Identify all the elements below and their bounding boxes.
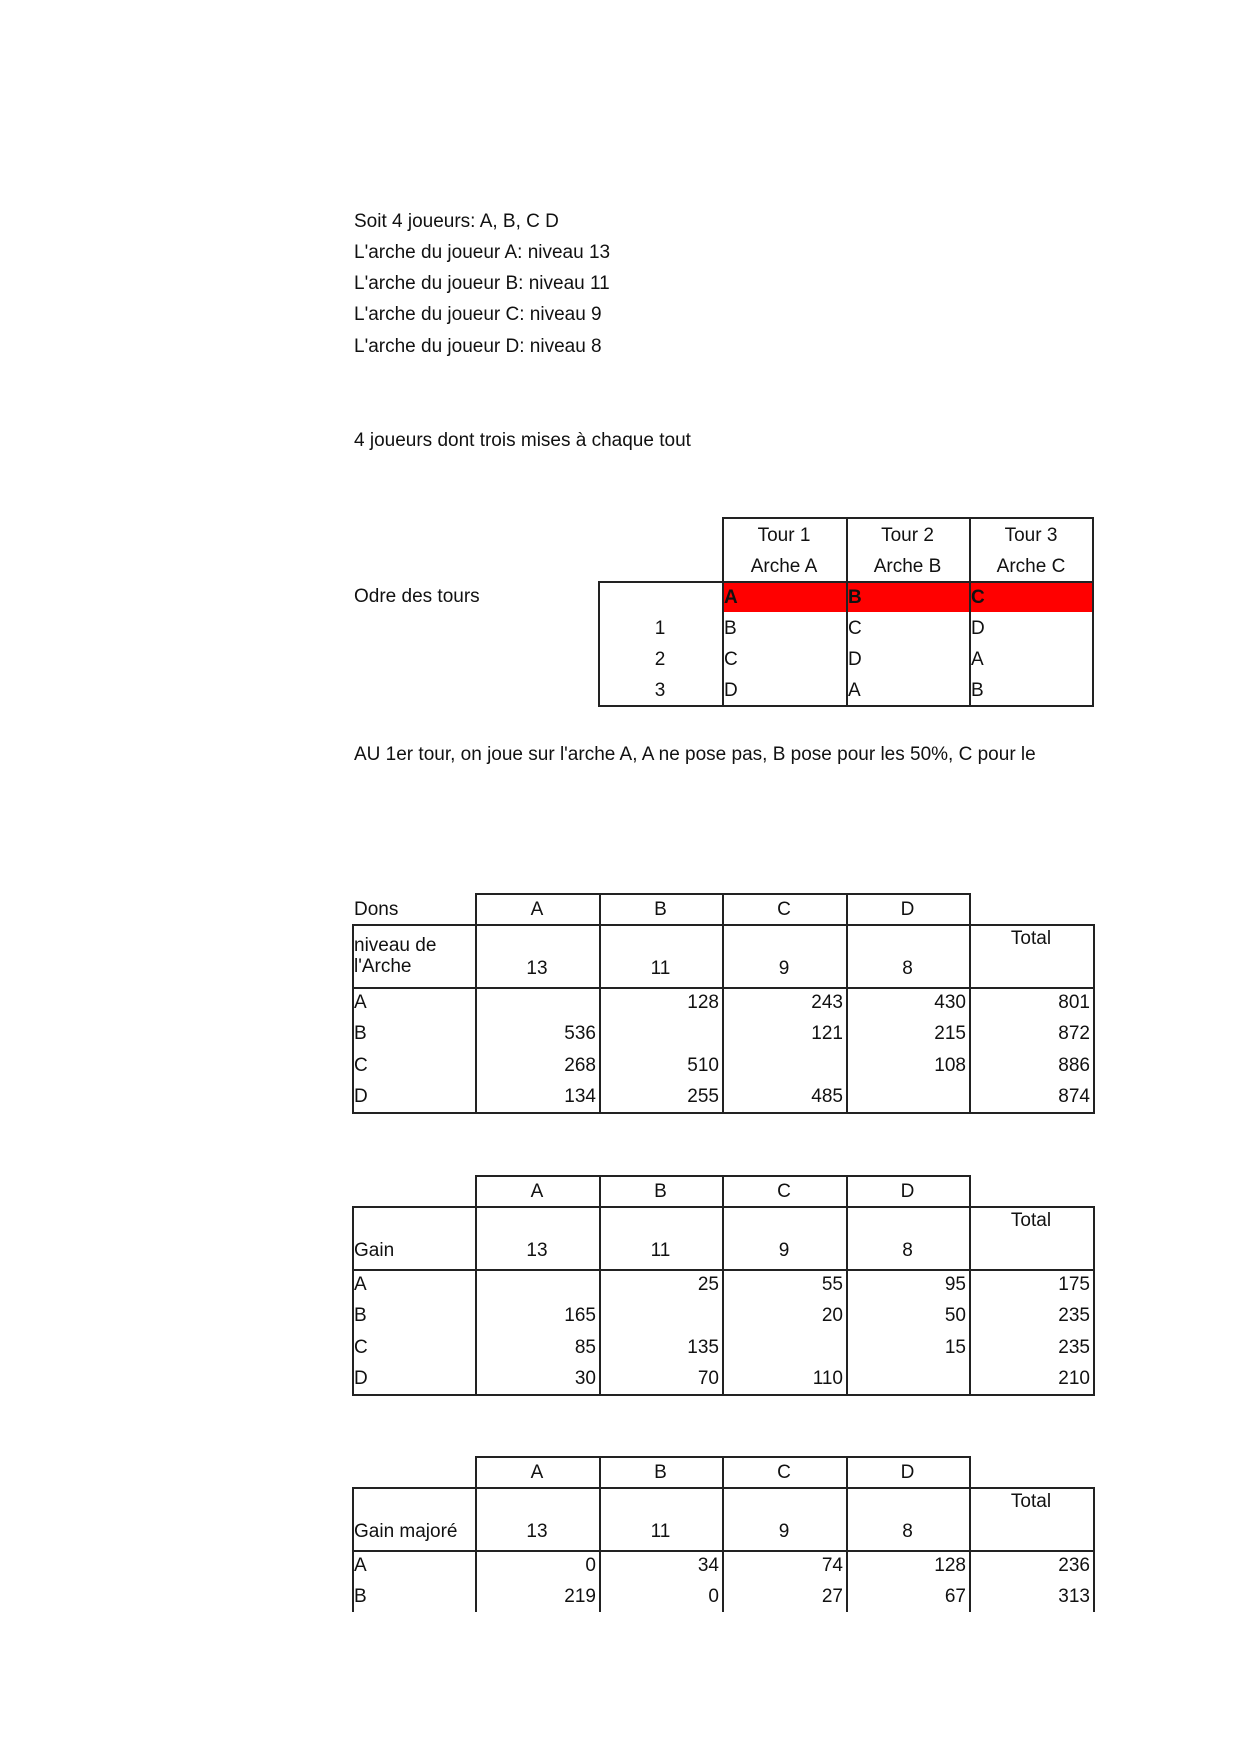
tour-cell: D [724, 680, 738, 701]
total-cell: 210 [1058, 1367, 1090, 1389]
intro-line: Soit 4 joueurs: A, B, C D [354, 211, 559, 232]
row-number: 3 [654, 680, 666, 701]
column-header: C [777, 1181, 791, 1202]
tour-cell: D [971, 618, 985, 639]
total-header: Total [1010, 1491, 1052, 1512]
table-cell: 67 [944, 1586, 966, 1608]
table-cell: 15 [944, 1336, 966, 1358]
total-cell: 236 [1058, 1555, 1090, 1576]
table-cell: 70 [697, 1367, 719, 1389]
row-label: A [354, 992, 367, 1013]
border [722, 517, 1094, 519]
column-header: D [900, 1462, 915, 1483]
level-value: 13 [526, 1521, 548, 1542]
arche-header: Arche B [873, 556, 942, 577]
border [599, 1175, 601, 1396]
border [969, 517, 971, 707]
table-cell: 55 [821, 1274, 843, 1295]
tour-header: Tour 3 [1004, 525, 1058, 546]
border [599, 1456, 601, 1612]
column-header: D [900, 1181, 915, 1202]
border [475, 1456, 477, 1612]
table-cell: 215 [934, 1023, 966, 1045]
row-number: 2 [654, 649, 666, 670]
column-header: B [654, 899, 667, 920]
table-cell: 121 [811, 1023, 843, 1045]
border [352, 1487, 354, 1612]
total-cell: 313 [1058, 1586, 1090, 1608]
table-cell: 50 [944, 1305, 966, 1327]
level-value: 9 [778, 1521, 790, 1542]
border [1093, 1206, 1095, 1396]
table-cell: 268 [564, 1054, 596, 1076]
tour-header: Tour 2 [881, 525, 934, 546]
column-header: C [777, 1462, 791, 1483]
column-header: C [777, 899, 791, 920]
border [969, 893, 971, 1114]
table-cell: 34 [697, 1555, 719, 1576]
border [722, 1175, 724, 1396]
total-cell: 886 [1058, 1054, 1090, 1076]
table-cell: 430 [934, 992, 966, 1013]
border [352, 1206, 354, 1394]
border [1093, 1487, 1095, 1612]
table-cell: 128 [934, 1555, 966, 1576]
row-header: niveau de l'Arche [354, 935, 437, 977]
table-cell: 25 [697, 1274, 719, 1295]
total-cell: 235 [1058, 1336, 1090, 1358]
border [722, 517, 724, 707]
table-cell: 108 [934, 1054, 966, 1076]
arche-header: Arche C [996, 556, 1066, 577]
row-label: D [354, 1367, 368, 1389]
table-cell: 165 [564, 1305, 596, 1327]
total-header: Total [1010, 1210, 1052, 1231]
subtitle: 4 joueurs dont trois mises à chaque tout [354, 430, 691, 451]
intro-line: L'arche du joueur C: niveau 9 [354, 304, 602, 325]
row-label: C [354, 1336, 368, 1358]
border [722, 1456, 724, 1612]
row-label: C [354, 1054, 368, 1076]
table-cell: 485 [811, 1085, 843, 1107]
table-cell: 20 [821, 1305, 843, 1327]
tour-cell: D [848, 649, 862, 670]
tour-cell: A [971, 649, 984, 670]
total-cell: 801 [1058, 992, 1090, 1013]
total-header: Total [1010, 928, 1052, 949]
border [846, 1456, 848, 1612]
tour-cell: C [724, 649, 738, 670]
border [969, 1456, 971, 1612]
level-value: 11 [650, 1240, 671, 1261]
tour-cell: C [848, 618, 862, 639]
table-cell: 85 [574, 1336, 596, 1358]
border [722, 893, 724, 1114]
table-cell: 27 [821, 1586, 843, 1608]
total-cell: 175 [1058, 1274, 1090, 1295]
border [598, 581, 600, 707]
row-label: B [354, 1023, 367, 1045]
intro-line: L'arche du joueur A: niveau 13 [354, 242, 611, 263]
border [846, 893, 848, 1114]
border [352, 924, 354, 1112]
row-label: B [354, 1305, 367, 1327]
table-cell: 134 [564, 1085, 596, 1107]
total-cell: 872 [1058, 1023, 1090, 1045]
tour-header: Tour 1 [757, 525, 811, 546]
row-label: A [354, 1274, 367, 1295]
row-header: Gain [354, 1240, 395, 1261]
arche-header: Arche A [750, 556, 818, 577]
owner-cell: B [848, 587, 862, 608]
border [846, 1175, 848, 1396]
table-cell: 30 [574, 1367, 596, 1389]
level-value: 8 [902, 1240, 913, 1261]
column-header: A [530, 1181, 544, 1202]
border [475, 1175, 477, 1396]
tour-cell: A [848, 680, 861, 701]
border [599, 893, 601, 1114]
column-header: B [654, 1462, 667, 1483]
border [846, 517, 848, 707]
table-title: Dons [354, 899, 399, 920]
level-value: 9 [778, 958, 790, 979]
border [1093, 924, 1095, 1114]
owner-row-highlight [722, 582, 1093, 612]
column-header: A [530, 1462, 544, 1483]
level-value: 13 [526, 1240, 548, 1261]
table-cell: 74 [821, 1555, 843, 1576]
level-value: 11 [650, 1521, 671, 1542]
row-label: B [354, 1586, 367, 1608]
table-cell: 135 [687, 1336, 719, 1358]
table-cell: 110 [812, 1367, 843, 1389]
table-cell: 0 [708, 1586, 719, 1608]
tour-cell: B [971, 680, 984, 701]
level-value: 11 [650, 958, 671, 979]
table-cell: 95 [944, 1274, 966, 1295]
row-header: Gain majoré [354, 1521, 458, 1542]
level-value: 13 [526, 958, 548, 979]
row-number: 1 [654, 618, 666, 639]
total-cell: 874 [1058, 1085, 1090, 1107]
row-label: D [354, 1085, 368, 1107]
owner-cell: C [971, 587, 985, 608]
table-cell: 219 [564, 1586, 596, 1608]
border [475, 893, 477, 1114]
column-header: B [654, 1181, 667, 1202]
level-value: 8 [902, 958, 913, 979]
column-header: A [530, 899, 544, 920]
level-value: 9 [778, 1240, 790, 1261]
tours-label: Odre des tours [354, 586, 480, 607]
table-cell: 128 [687, 992, 719, 1013]
border [969, 1175, 971, 1396]
table-cell: 510 [687, 1054, 719, 1076]
total-cell: 235 [1058, 1305, 1090, 1327]
row-label: A [354, 1555, 367, 1576]
border [1092, 517, 1094, 707]
table-cell: 255 [687, 1085, 719, 1107]
table-cell: 536 [564, 1023, 596, 1045]
owner-cell: A [724, 587, 738, 608]
tour-cell: B [724, 618, 737, 639]
intro-line: L'arche du joueur B: niveau 11 [354, 273, 610, 294]
table-cell: 0 [585, 1555, 596, 1576]
table-cell: 243 [811, 992, 843, 1013]
intro-line: L'arche du joueur D: niveau 8 [354, 336, 602, 357]
note-text: AU 1er tour, on joue sur l'arche A, A ne pose pas, B pose pour les 50%, C pour le [354, 744, 1036, 765]
column-header: D [900, 899, 915, 920]
level-value: 8 [902, 1521, 913, 1542]
